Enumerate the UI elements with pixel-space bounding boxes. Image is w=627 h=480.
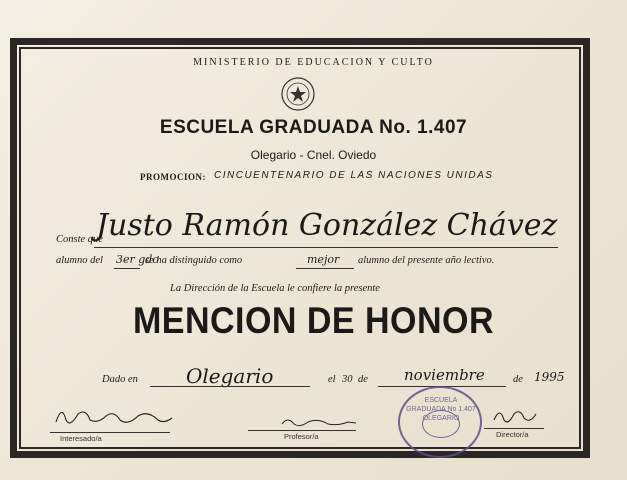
promotion-label: PROMOCION:: [140, 172, 206, 182]
grade-value: 3er gdo: [116, 253, 159, 266]
date-year: 1995: [534, 370, 565, 384]
student-name: Justo Ramón González Chávez: [96, 208, 558, 243]
alumno-del-text: alumno del: [56, 255, 103, 266]
interested-signature-line: [50, 432, 170, 433]
ministry-heading: MINISTERIO DE EDUCACION Y CULTO: [193, 57, 434, 68]
certify-prefix: Conste que: [56, 234, 103, 245]
stamp-inner-ring: [422, 410, 460, 438]
direction-text: La Dirección de la Escuela le confiere la presente: [170, 283, 380, 294]
grade-underline: [114, 268, 140, 269]
award-title: MENCION DE HONOR: [132, 300, 495, 341]
date-month: noviembre: [404, 366, 485, 384]
teacher-label: Profesor/a: [284, 432, 319, 441]
teacher-signature-line: [248, 430, 356, 431]
de-text-2: de: [513, 374, 523, 385]
school-stamp: [398, 386, 482, 458]
date-place: Olegario: [186, 364, 274, 388]
name-underline: [94, 247, 558, 248]
director-signature-line: [484, 428, 544, 429]
stamp-text: ESCUELA GRADUADA No 1.407 OLEGARIO: [406, 397, 476, 422]
school-location: Olegario - Cnel. Oviedo: [250, 148, 377, 162]
rank-underline: [296, 268, 354, 269]
interested-signature: [48, 402, 178, 432]
distinguished-text: se ha distinguido como: [145, 255, 243, 266]
date-day: 30: [342, 374, 353, 385]
dado-en-text: Dado en: [102, 374, 138, 385]
school-name: ESCUELA GRADUADA No. 1.407: [159, 117, 468, 138]
promotion-value: CINCUENTENARIO DE LAS NACIONES UNIDAS: [214, 170, 494, 181]
place-underline: [150, 386, 310, 387]
director-label: Director/a: [496, 430, 529, 439]
national-seal-icon: [279, 76, 317, 112]
interested-label: Interesado/a: [60, 434, 102, 443]
director-signature: [490, 404, 540, 428]
de-text-1: de: [358, 374, 368, 385]
el-text: el: [328, 374, 336, 385]
rank-value: mejor: [307, 253, 340, 266]
teacher-signature: [278, 414, 358, 430]
rest-text: alumno del presente año lectivo.: [358, 255, 495, 266]
